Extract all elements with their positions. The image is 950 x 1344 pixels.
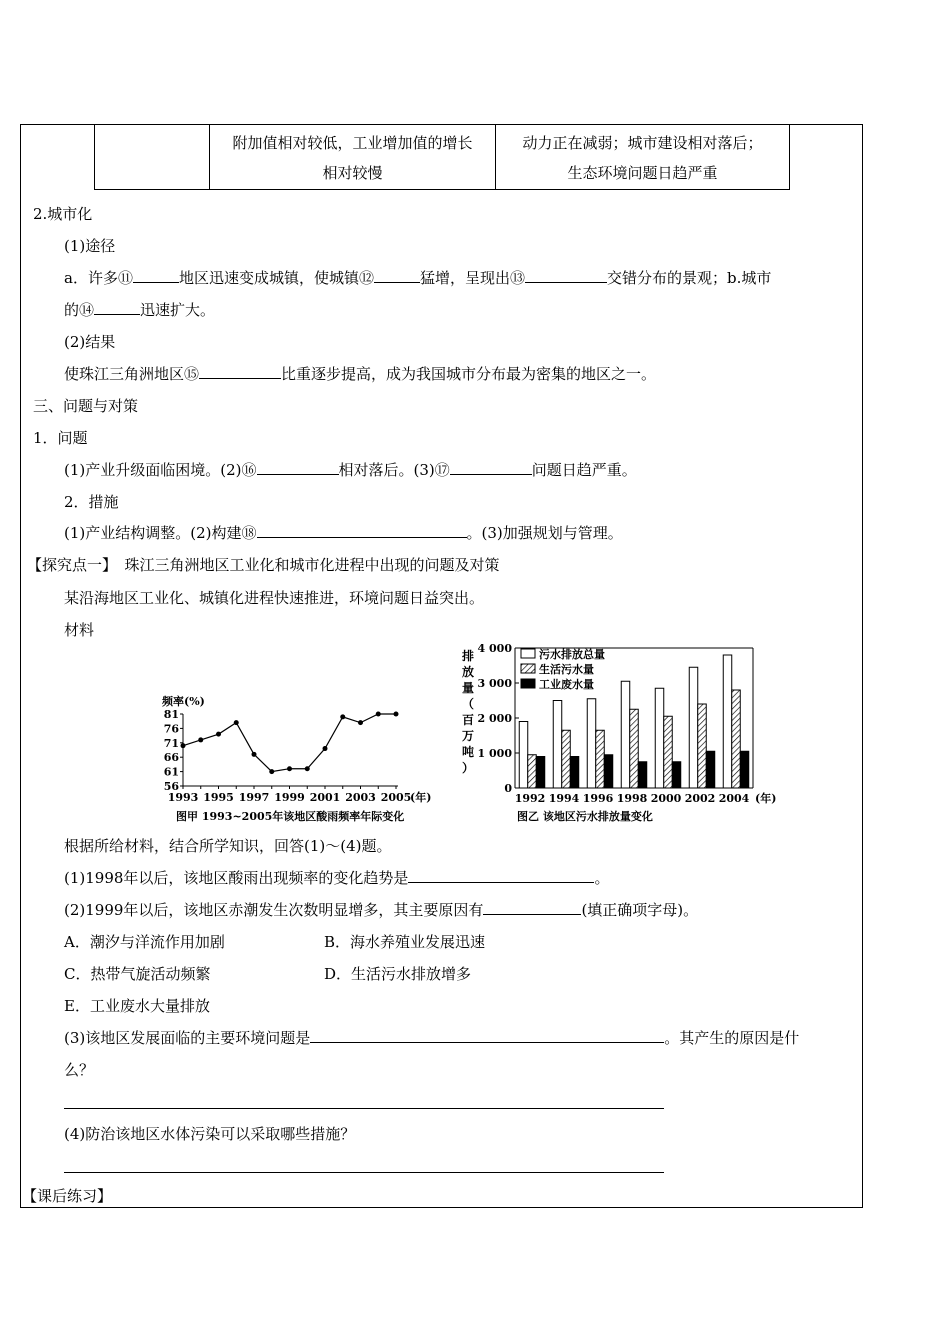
text-line: (1)产业升级面临困境。(2)⑯ 相对落后。(3)⑰ 问题日趋严重。	[64, 461, 637, 479]
answer-blank[interactable]	[450, 460, 532, 475]
text-line: 的⑭ 迅速扩大。	[64, 301, 216, 319]
y-tick-label: 81	[163, 708, 179, 721]
question-4: (4)防治该地区水体污染可以采取哪些措施？	[64, 1125, 356, 1143]
y-tick-label: 71	[163, 736, 179, 750]
x-tick-label: 1997	[238, 791, 270, 804]
answer-blank[interactable]	[374, 268, 420, 283]
cell-line: 生态环境问题日趋严重	[567, 164, 718, 182]
option-d: D．生活污水排放增多	[324, 965, 472, 983]
sub-heading: (2)结果	[64, 333, 116, 351]
bar	[604, 755, 613, 788]
bar	[562, 730, 571, 788]
y-tick-label: 0	[504, 782, 512, 795]
chart-title: 图乙 该地区污水排放量变化	[517, 810, 653, 823]
bar	[519, 722, 528, 789]
x-unit-label: (年)	[410, 791, 432, 804]
series-line	[183, 714, 396, 772]
data-point	[305, 766, 310, 771]
y-axis-label-char: 放	[461, 665, 475, 679]
chart-title: 图甲 1993~2005年该地区酸雨频率年际变化	[176, 810, 405, 823]
x-tick-label: 1999	[274, 791, 305, 804]
bar	[732, 690, 741, 788]
data-point	[269, 769, 274, 774]
sub-heading: 1．问题	[33, 429, 88, 447]
answer-line[interactable]	[64, 1108, 664, 1109]
legend-label: 工业废水量	[539, 678, 594, 691]
legend-swatch	[521, 679, 535, 688]
x-tick-label: 2000	[650, 792, 682, 805]
answer-blank[interactable]	[257, 460, 339, 475]
y-axis-label-char: 排	[461, 649, 475, 663]
bar	[621, 681, 630, 788]
bar	[596, 730, 605, 788]
answer-blank[interactable]	[133, 268, 179, 283]
y-tick-label: 61	[163, 765, 179, 779]
bar	[587, 699, 596, 788]
table-cell-empty	[95, 125, 210, 189]
bar	[638, 762, 647, 788]
y-tick-label: 66	[163, 751, 179, 765]
x-tick-label: 2002	[684, 792, 716, 805]
x-tick-label: 1992	[514, 792, 546, 805]
y-tick-label: 3 000	[477, 677, 512, 690]
x-tick-label: 2004	[718, 792, 750, 805]
after-class-heading: 【课后练习】	[22, 1187, 113, 1205]
content-table	[94, 124, 790, 190]
section-heading: 三、问题与对策	[33, 397, 139, 415]
y-tick-label: 4 000	[477, 642, 512, 655]
bar	[664, 716, 673, 788]
legend-swatch	[521, 649, 535, 658]
answer-blank[interactable]	[94, 300, 140, 315]
question-3: (3)该地区发展面临的主要环境问题是 。其产生的原因是什	[64, 1029, 800, 1047]
data-point	[181, 743, 186, 748]
data-point	[376, 712, 381, 717]
y-axis-label-char: ）	[461, 761, 475, 775]
sub-heading: (1)途径	[64, 237, 116, 255]
explore-heading: 【探究点一】 珠江三角洲地区工业化和城市化进程中出现的问题及对策	[27, 556, 500, 574]
bar	[689, 667, 698, 788]
acid-rain-line-chart	[158, 688, 432, 828]
bar	[740, 751, 749, 788]
answer-blank[interactable]	[408, 868, 594, 883]
x-tick-label: 2003	[345, 791, 376, 804]
bar	[528, 755, 537, 788]
bar	[553, 701, 562, 789]
bar	[698, 704, 707, 788]
data-point	[216, 732, 221, 737]
text-line: (1)产业结构调整。(2)构建⑱ 。(3)加强规划与管理。	[64, 524, 623, 542]
bar	[655, 688, 664, 788]
data-point	[234, 720, 239, 725]
legend-swatch	[521, 664, 535, 673]
cell-line: 相对较慢	[322, 164, 383, 182]
data-point	[358, 720, 363, 725]
text-line: 根据所给材料，结合所学知识，回答(1)～(4)题。	[64, 837, 392, 855]
x-tick-label: 2001	[309, 791, 341, 804]
bar	[630, 709, 639, 788]
answer-blank[interactable]	[525, 268, 607, 283]
data-point	[340, 714, 345, 719]
option-e: E．工业废水大量排放	[64, 997, 210, 1015]
data-point	[323, 746, 328, 751]
y-tick-label: 76	[163, 722, 179, 736]
text-line: 使珠江三角洲地区⑮ 比重逐步提高，成为我国城市分布最为密集的地区之一。	[64, 365, 657, 383]
option-b: B．海水养殖业发展迅速	[324, 933, 486, 951]
text-line: 某沿海地区工业化、城镇化进程快速推进，环境问题日益突出。	[64, 589, 485, 607]
y-tick-label: 2 000	[477, 712, 512, 725]
answer-blank[interactable]	[199, 364, 281, 379]
y-axis-label: 频率(%)	[162, 695, 205, 708]
legend-label: 污水排放总量	[539, 648, 605, 661]
x-tick-label: 1994	[548, 792, 580, 805]
answer-blank[interactable]	[483, 900, 581, 915]
x-tick-label: 2005	[380, 791, 412, 804]
data-point	[198, 737, 203, 742]
question-1: (1)1998年以后，该地区酸雨出现频率的变化趋势是 。	[64, 869, 610, 887]
y-axis-label-char: 万	[461, 729, 475, 743]
sewage-bar-chart	[455, 635, 777, 825]
data-point	[252, 752, 257, 757]
y-axis-label-char: 百	[461, 713, 475, 727]
y-tick-label: 56	[163, 780, 179, 793]
table-cell-problem	[496, 125, 789, 189]
cell-line: 附加值相对较低，工业增加值的增长	[232, 134, 473, 152]
bar	[706, 751, 715, 788]
answer-blank[interactable]	[257, 523, 467, 538]
bar	[536, 757, 545, 789]
data-point	[287, 766, 292, 771]
y-axis-label-char: 量	[461, 681, 475, 695]
option-c: C．热带气旋活动频繁	[64, 965, 211, 983]
y-axis-label-char: （	[461, 697, 475, 711]
question-3-cont: 么？	[64, 1061, 95, 1079]
x-tick-label: 1995	[203, 791, 234, 804]
answer-blank[interactable]	[310, 1028, 664, 1043]
x-tick-label: 1998	[616, 792, 648, 805]
y-axis-label-char: 吨	[461, 745, 475, 759]
question-2: (2)1999年以后，该地区赤潮发生次数明显增多，其主要原因有 (填正确项字母)。	[64, 901, 699, 919]
answer-line[interactable]	[64, 1172, 664, 1173]
bar	[672, 762, 681, 788]
y-tick-label: 1 000	[477, 747, 512, 760]
sub-heading: 2．措施	[64, 493, 119, 511]
x-unit-label: (年)	[755, 792, 777, 805]
text-line: a．许多⑪ 地区迅速变成城镇，使城镇⑫ 猛增，呈现出⑬ 交错分布的景观；b.城市	[64, 269, 772, 287]
cell-line: 动力正在减弱；城市建设相对落后；	[522, 134, 763, 152]
legend-label: 生活污水量	[539, 663, 594, 676]
x-tick-label: 1993	[167, 791, 199, 804]
section-heading: 2.城市化	[33, 205, 93, 223]
data-point	[394, 712, 399, 717]
text-line: 材料	[64, 621, 95, 639]
bar	[723, 655, 732, 788]
option-a: A．潮汐与洋流作用加剧	[64, 933, 225, 951]
x-tick-label: 1996	[582, 792, 614, 805]
table-cell-industry	[210, 125, 496, 189]
bar	[570, 757, 579, 789]
